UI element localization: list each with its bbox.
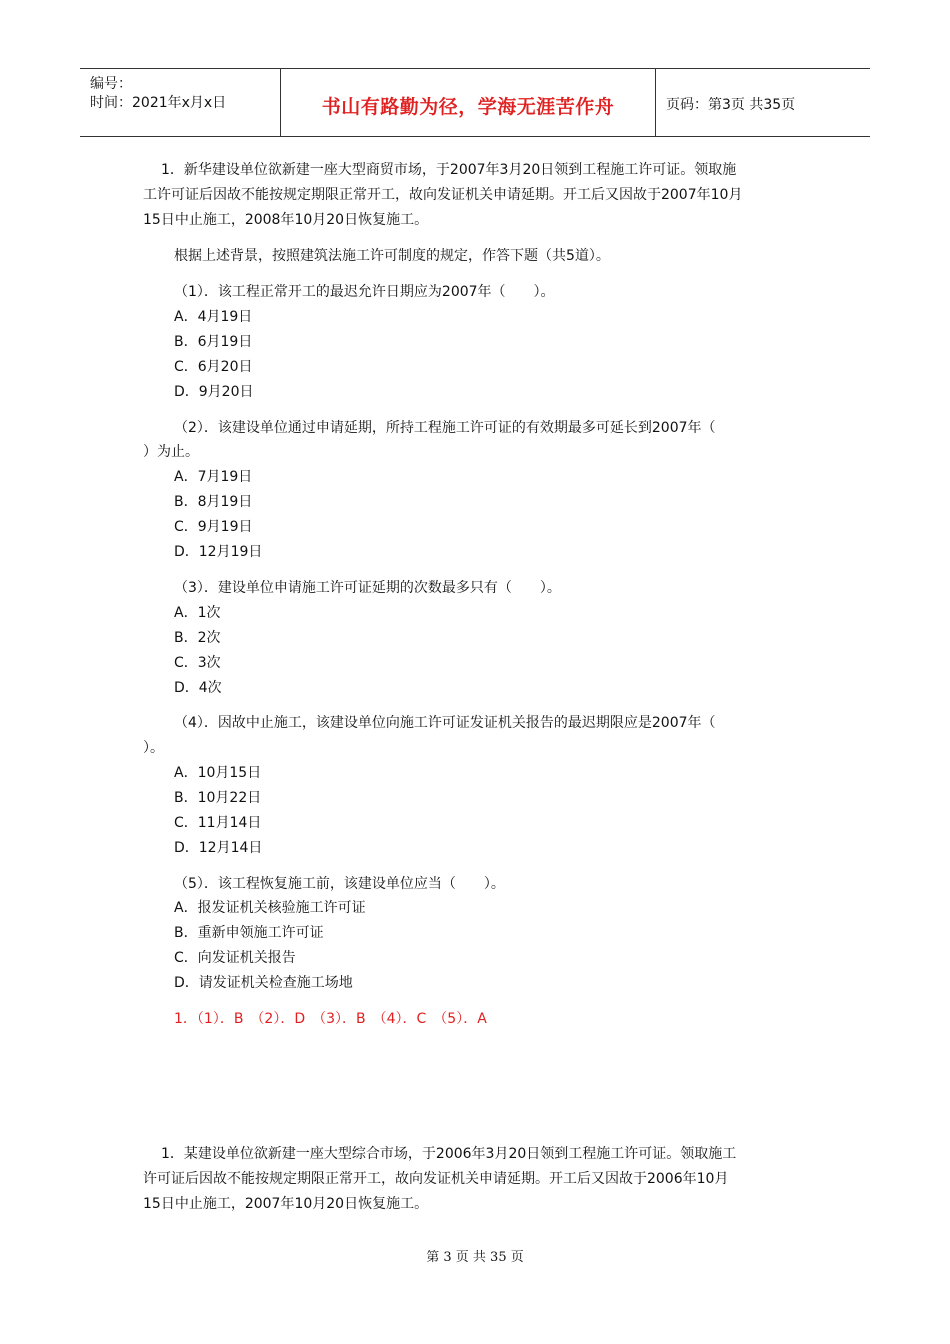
- sub1-stem: （1）．该工程正常开工的最迟允许日期应为2007年（ ）。: [174, 284, 555, 300]
- sub2-option-c: C．9月19日: [174, 519, 253, 535]
- sub3-option-d: D．4次: [174, 680, 222, 696]
- sub4-stem-line-2: ）。: [143, 740, 164, 756]
- sub2-stem-line-2: ）为止。: [143, 444, 199, 460]
- header-page-cell: [656, 69, 870, 136]
- sub4-option-d: D．12月14日: [174, 840, 263, 856]
- q1-instruction: 根据上述背景，按照建筑法施工许可制度的规定，作答下题（共5道）。: [174, 248, 610, 264]
- sub3-option-c: C．3次: [174, 655, 221, 671]
- sub1-option-a: A．4月19日: [174, 309, 253, 325]
- sub3-option-b: B．2次: [174, 630, 221, 646]
- sub5-option-d: D．请发证机关检查施工场地: [174, 975, 353, 991]
- page-info: 页码：第3页 共35页: [666, 97, 796, 113]
- sub2-option-a: A．7月19日: [174, 469, 253, 485]
- page-footer: 第 3 页 共 35 页: [426, 1250, 524, 1265]
- doc-number: 编号：: [90, 76, 132, 92]
- sub2-option-b: B．8月19日: [174, 494, 253, 510]
- sub4-option-c: C．11月14日: [174, 815, 262, 831]
- header-motto-cell: [280, 69, 656, 136]
- sub3-option-a: A．1次: [174, 605, 221, 621]
- q1-intro-line-2: 工许可证后因故不能按规定期限正常开工，故向发证机关申请延期。开工后又因故于2007年10月: [143, 187, 743, 203]
- q1-intro-line-3: 15日中止施工，2008年10月20日恢复施工。: [143, 212, 429, 228]
- sub2-option-d: D．12月19日: [174, 544, 263, 560]
- sub1-option-d: D．9月20日: [174, 384, 254, 400]
- sub3-stem: （3）．建设单位申请施工许可证延期的次数最多只有（ ）。: [174, 580, 561, 596]
- q2-intro-line-1: 1．某建设单位欲新建一座大型综合市场，于2006年3月20日领到工程施工许可证。领取施工: [161, 1146, 737, 1162]
- q2-intro-line-3: 15日中止施工，2007年10月20日恢复施工。: [143, 1196, 429, 1212]
- sub2-stem-line-1: （2）．该建设单位通过申请延期，所持工程施工许可证的有效期最多可延长到2007年（: [174, 420, 716, 436]
- answer-key: 1．（1）．B （2）．D （3）．B （4）．C （5）．A: [174, 1011, 487, 1027]
- sub5-stem: （5）．该工程恢复施工前，该建设单位应当（ ）。: [174, 876, 505, 892]
- sub4-option-b: B．10月22日: [174, 790, 262, 806]
- page-header: [80, 68, 870, 137]
- sub4-option-a: A．10月15日: [174, 765, 262, 781]
- sub4-stem-line-1: （4）．因故中止施工，该建设单位向施工许可证发证机关报告的最迟期限应是2007年（: [174, 715, 716, 731]
- sub1-option-b: B．6月19日: [174, 334, 253, 350]
- sub1-option-c: C．6月20日: [174, 359, 253, 375]
- doc-time: 时间：2021年x月x日: [90, 95, 227, 111]
- sub5-option-c: C．向发证机关报告: [174, 950, 296, 966]
- q1-intro-line-1: 1．新华建设单位欲新建一座大型商贸市场，于2007年3月20日领到工程施工许可证。领取施: [161, 162, 737, 178]
- header-meta-cell: [80, 69, 280, 136]
- q2-intro-line-2: 许可证后因故不能按规定期限正常开工，故向发证机关申请延期。开工后又因故于2006年10月: [143, 1171, 729, 1187]
- sub5-option-a: A．报发证机关核验施工许可证: [174, 900, 366, 916]
- motto: 书山有路勤为径，学海无涯苦作舟: [321, 96, 615, 118]
- sub5-option-b: B．重新申领施工许可证: [174, 925, 324, 941]
